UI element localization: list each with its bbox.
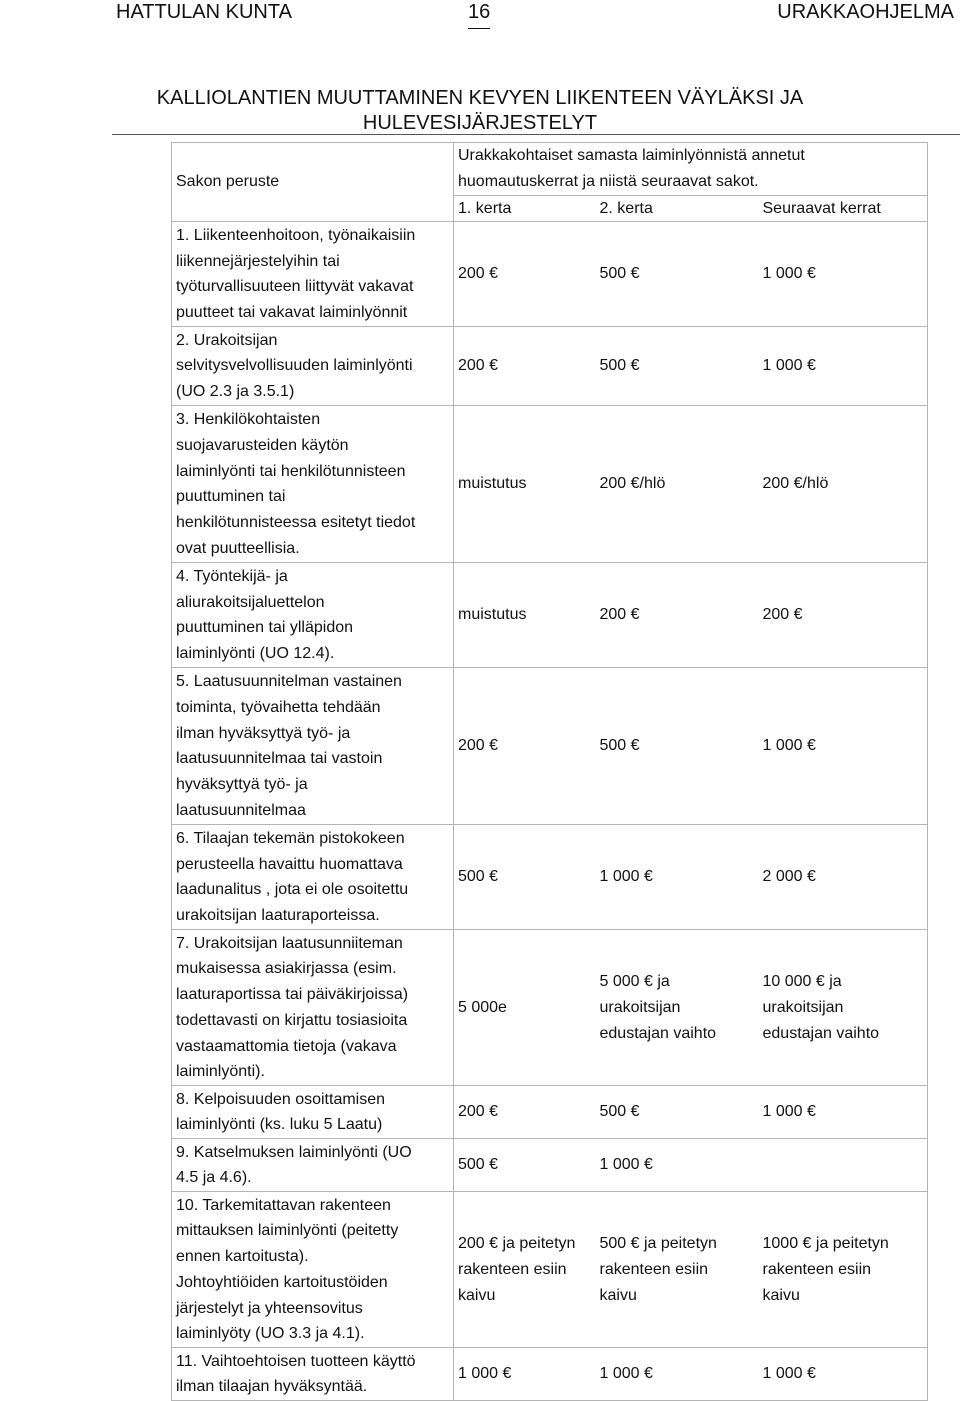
page-number: 16 (468, 1, 490, 29)
second-time-sanction (596, 406, 759, 563)
following-times-sanction-line: 2 000 € (762, 868, 816, 886)
first-time-sanction-line: muistutus (458, 606, 527, 624)
group-header-line-2: huomautuskerrat ja niistä seuraavat sakot. (458, 172, 759, 190)
first-time-sanction-line: 200 € (458, 737, 499, 755)
first-time-sanction-line: 5 000e (458, 998, 507, 1016)
basis-cell-line: puuttuminen tai (176, 488, 286, 506)
col-header-first: 1. kerta (454, 195, 596, 222)
basis-cell-line: ovat puutteellisia. (176, 539, 300, 557)
basis-cell (172, 563, 454, 668)
following-times-sanction (759, 1139, 928, 1192)
basis-cell-line: laadunalitus , jota ei ole osoitettu (176, 881, 409, 899)
following-times-sanction (759, 563, 928, 668)
basis-cell-line: työturvallisuuteen liittyvät vakavat (176, 278, 414, 296)
basis-cell-line: ilman tilaajan hyväksyntää. (176, 1378, 368, 1396)
basis-cell-line: ilman hyväksyttyä työ- ja (176, 724, 351, 742)
basis-cell-line: mukaisessa asiakirjassa (esim. (176, 960, 397, 978)
first-time-sanction (454, 1086, 596, 1139)
second-time-sanction-line: 500 € (599, 265, 640, 283)
basis-cell-line: 7. Urakoitsijan laatusunniiteman (176, 934, 403, 952)
group-header-line-1: Urakkakohtaiset samasta laiminlyönnistä annetut (458, 147, 805, 164)
basis-cell-line: 6. Tilaajan tekemän pistokokeen (176, 829, 405, 847)
basis-cell-line: 1. Liikenteenhoitoon, työnaikaisiin (176, 226, 416, 244)
basis-cell-line: urakoitsijan laaturaporteissa. (176, 907, 380, 925)
second-time-sanction-line: urakoitsijan (599, 998, 681, 1016)
following-times-sanction (759, 668, 928, 825)
basis-cell-line: suojavarusteiden käytön (176, 436, 349, 454)
basis-cell-line: hyväksyttyä työ- ja (176, 776, 308, 794)
first-time-sanction (454, 1348, 596, 1401)
basis-cell-line: toiminta, työvaihetta tehdään (176, 698, 381, 716)
table-row (172, 406, 928, 563)
first-time-sanction-line: rakenteen esiin (458, 1260, 567, 1278)
basis-cell-line: 11. Vaihtoehtoisen tuotteen käyttö (176, 1352, 416, 1370)
penalty-table (171, 142, 928, 1401)
following-times-sanction (759, 1348, 928, 1401)
first-time-sanction (454, 222, 596, 327)
basis-cell-line: 4. Työntekijä- ja (176, 567, 288, 585)
basis-header: Sakon peruste (176, 173, 280, 191)
second-time-sanction-line: kaivu (599, 1286, 637, 1304)
following-times-sanction (759, 1086, 928, 1139)
document-title (0, 86, 960, 136)
following-times-sanction (759, 406, 928, 563)
following-times-sanction (759, 222, 928, 327)
following-times-sanction-line: kaivu (762, 1286, 800, 1304)
basis-cell-line: 9. Katselmuksen laiminlyönti (UO (176, 1143, 412, 1161)
basis-cell (172, 1139, 454, 1192)
basis-cell-line: 2. Urakoitsijan (176, 331, 278, 349)
following-times-sanction (759, 327, 928, 406)
following-times-sanction-line: 1 000 € (762, 265, 816, 283)
table-row (172, 1348, 928, 1401)
basis-cell-line: laiminlyönti (ks. luku 5 Laatu) (176, 1116, 383, 1134)
basis-cell-line: (UO 2.3 ja 3.5.1) (176, 383, 295, 401)
first-time-sanction-line: 200 € (458, 265, 499, 283)
basis-cell-line: 5. Laatusuunnitelman vastainen (176, 673, 402, 690)
basis-cell-line: aliurakoitsijaluettelon (176, 593, 325, 611)
basis-cell (172, 1192, 454, 1348)
table-row (172, 825, 928, 930)
second-time-sanction (596, 668, 759, 825)
following-times-sanction-line: 200 € (762, 606, 803, 624)
first-time-sanction-line: 500 € (458, 868, 499, 886)
basis-cell (172, 222, 454, 327)
basis-cell-line: järjestelyt ja yhteensovitus (176, 1299, 363, 1317)
basis-cell (172, 406, 454, 563)
basis-cell-line: laiminlyönti tai henkilötunnisteen (176, 462, 406, 480)
following-times-sanction-line: 1 000 € (762, 737, 816, 755)
first-time-sanction-line: 200 € ja peitetyn (458, 1235, 576, 1253)
basis-cell-line: 4.5 ja 4.6). (176, 1169, 252, 1187)
table-row (172, 1192, 928, 1348)
basis-cell-line: laiminlyönti (UO 12.4). (176, 645, 335, 663)
col-header-second: 2. kerta (596, 195, 759, 222)
following-times-sanction-line: 1 000 € (762, 1103, 816, 1121)
first-time-sanction (454, 327, 596, 406)
first-time-sanction (454, 1139, 596, 1192)
table-row (172, 668, 928, 825)
following-times-sanction-line: 200 €/hlö (762, 475, 829, 493)
page-header (0, 0, 960, 30)
following-times-sanction (759, 1192, 928, 1348)
first-time-sanction (454, 1192, 596, 1348)
table-header-row (172, 143, 928, 196)
second-time-sanction-line: 200 €/hlö (599, 475, 666, 493)
second-time-sanction (596, 1348, 759, 1401)
group-header-cell (454, 143, 928, 196)
basis-cell (172, 327, 454, 406)
basis-cell-line: liikennejärjestelyihin tai (176, 252, 340, 270)
basis-cell (172, 825, 454, 930)
basis-cell-line: ennen kartoitusta). (176, 1248, 309, 1266)
following-times-sanction-line: 1000 € ja peitetyn (762, 1235, 889, 1253)
table-row (172, 1139, 928, 1192)
table-row (172, 1086, 928, 1139)
second-time-sanction-line: 1 000 € (599, 1156, 653, 1174)
basis-cell-line: laatusuunnitelmaa tai vastoin (176, 750, 383, 768)
first-time-sanction-line: kaivu (458, 1286, 496, 1304)
second-time-sanction-line: 500 € (599, 1103, 640, 1121)
second-time-sanction (596, 222, 759, 327)
basis-cell-line: laiminlyönti). (176, 1063, 265, 1081)
basis-cell-line: perusteella havaittu huomattava (176, 855, 403, 873)
second-time-sanction (596, 563, 759, 668)
first-time-sanction (454, 668, 596, 825)
table-row (172, 563, 928, 668)
second-time-sanction-line: 500 € ja peitetyn (599, 1235, 717, 1253)
col-header-following: Seuraavat kerrat (759, 195, 928, 222)
first-time-sanction (454, 930, 596, 1086)
first-time-sanction-line: 1 000 € (458, 1365, 512, 1383)
second-time-sanction (596, 1086, 759, 1139)
basis-cell-line: laiminlyöty (UO 3.3 ja 4.1). (176, 1325, 365, 1343)
following-times-sanction (759, 930, 928, 1086)
basis-header-cell (172, 143, 454, 222)
table-row (172, 930, 928, 1086)
basis-cell-line: 3. Henkilökohtaisten (176, 411, 321, 428)
second-time-sanction-line: edustajan vaihto (599, 1024, 717, 1042)
basis-cell-line: selvitysvelvollisuuden laiminlyönti (176, 357, 413, 375)
second-time-sanction-line: 1 000 € (599, 868, 653, 886)
following-times-sanction-line: 1 000 € (762, 357, 816, 375)
title-line-1: KALLIOLANTIEN MUUTTAMINEN KEVYEN LIIKENTEEN VÄYLÄKSI JA (156, 87, 804, 109)
basis-cell-line: 10. Tarkemitattavan rakenteen (176, 1196, 391, 1214)
following-times-sanction-line: 1 000 € (762, 1365, 816, 1383)
second-time-sanction (596, 930, 759, 1086)
basis-cell-line: puutteet tai vakavat laiminlyönnit (176, 304, 408, 322)
first-time-sanction (454, 406, 596, 563)
following-times-sanction (759, 825, 928, 930)
basis-cell-line: Johtoyhtiöiden kartoitustöiden (176, 1273, 388, 1291)
basis-cell-line: 8. Kelpoisuuden osoittamisen (176, 1090, 386, 1108)
following-times-sanction-line: rakenteen esiin (762, 1260, 872, 1278)
basis-cell-line: puuttuminen tai ylläpidon (176, 619, 354, 637)
first-time-sanction (454, 825, 596, 930)
following-times-sanction-line: 10 000 € ja (762, 973, 842, 991)
basis-cell (172, 668, 454, 825)
basis-cell-line: laaturaportissa tai päiväkirjoissa) (176, 986, 409, 1004)
table-row (172, 327, 928, 406)
following-times-sanction-line: urakoitsijan (762, 998, 844, 1016)
table-row (172, 222, 928, 327)
second-time-sanction-line: 500 € (599, 737, 640, 755)
first-time-sanction-line: muistutus (458, 475, 527, 493)
title-divider (112, 134, 960, 135)
first-time-sanction (454, 563, 596, 668)
second-time-sanction (596, 327, 759, 406)
basis-cell (172, 930, 454, 1086)
basis-cell-line: laatusuunnitelmaa (176, 801, 306, 819)
second-time-sanction-line: 500 € (599, 357, 640, 375)
basis-cell-line: henkilötunnisteessa esitetyt tiedot (176, 514, 416, 532)
second-time-sanction (596, 825, 759, 930)
document-type: URAKKAOHJELMA (777, 1, 954, 23)
first-time-sanction-line: 200 € (458, 357, 499, 375)
basis-cell-line: mittauksen laiminlyönti (peitetty (176, 1222, 399, 1240)
second-time-sanction (596, 1192, 759, 1348)
second-time-sanction-line: rakenteen esiin (599, 1260, 709, 1278)
basis-cell-line: vastaamattomia tietoja (vakava (176, 1037, 397, 1055)
basis-cell (172, 1348, 454, 1401)
first-time-sanction-line: 200 € (458, 1103, 499, 1121)
municipality-name: HATTULAN KUNTA (116, 1, 292, 23)
basis-cell-line: todettavasti on kirjattu tosiasioita (176, 1011, 408, 1029)
second-time-sanction (596, 1139, 759, 1192)
second-time-sanction-line: 200 € (599, 606, 640, 624)
title-line-2: HULEVESIJÄRJESTELYT (362, 112, 598, 134)
first-time-sanction-line: 500 € (458, 1156, 499, 1174)
following-times-sanction-line: edustajan vaihto (762, 1024, 880, 1042)
second-time-sanction-line: 1 000 € (599, 1365, 653, 1383)
second-time-sanction-line: 5 000 € ja (599, 973, 670, 991)
basis-cell (172, 1086, 454, 1139)
